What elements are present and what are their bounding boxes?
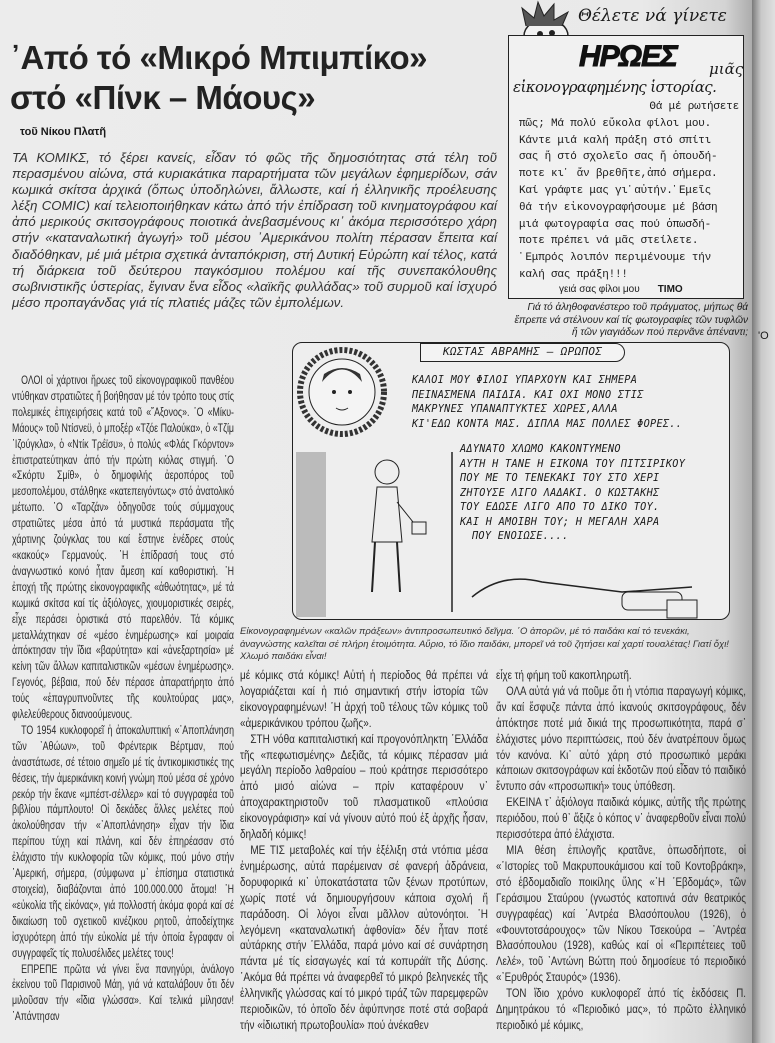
paragraph: ΟΛΟΙ οἱ χάρτινοι ἥρωες τοῦ εἰκονογραφικοῦ πανθέου ντύθηκαν στρατιῶτες ἤ βοήθησαν μέ τόν τρόπο τους στίς πολεμικές ἐπιχειρήσεις κατά τοῦ «῎Αξονος». ῾Ο «Μίκυ-Μάους» τοῦ Ντίσνεϋ, ὁ μποξέρ «Τζόε Παλούκα», ὁ «Τζίμ ᾿Ιζούγκλα», ὁ «Ντίκ Τρέϊσυ», ὁ πολύς «Φλάς Γκόρντον» ἐπιστρατεύτηκαν ἀπό τήν πρώτη κιόλας στιγμή. ῾Ο «Σκόρτυ Σμίθ», ὁ δημοφιλής ἀεροπόρος τοῦ μεσοπολέμου, στάλθηκε «κατεπειγόντως» στό ἀνατολικό μέτωπο. ῾Ο «Ταρζάν» ὁδηγοῦσε τούς σύμμαχους στρατιῶτες μέσα ἀπό τά μυστικά περάσματα τῆς χάρτινης ζούγκλας του καί ἔστηνε ἐνέδρες στούς «κακούς» Γερμανούς. ῾Η ἐπίδρασή τους στό ἀναγνωστικό κοινό ἦταν ἄμεση καί καθοριστική. ῾Η ἐποχή τῆς πρώτης εἰκονογραφικῆς «ἀθωότητας», μέ τά κωμικά σκίτσα καί τίς ἀξιόλογες, χιουμοριστικές σειρές, εἶχε περάσει ὁριστικά στό παρελθόν. Τά κόμικς μεταλλάχτηκαν σέ «μέσο ἐνημέρωσης» καί μοιραία ἀπόκτησαν τήν ἴδια «βαρύτητα» καί «ἀνεξαρτησία» μέ κείνη τῶν ἄλλων καπιταλιστικῶν «μέσων ἐνημέρωσης». Γεγονός, βέβαια, πού δέν πέρασε ἀπαρατήρητο ἀπό τούς «ἐπαγρυπνοῦντες τῆς κουλτούρας μας», φιλελεύθερους διανοούμενους. bbox=[12, 374, 234, 722]
ad-box bbox=[508, 35, 744, 299]
ad-line: μιά φωτογραφία σας πού ὁπωσδή- bbox=[519, 218, 712, 231]
ad-line: ᾿Εμπρός λοιπόν περιμένουμε τήν bbox=[519, 252, 712, 265]
ad-signoff bbox=[559, 284, 683, 296]
signoff-text: γειά σας φίλοι μου bbox=[559, 284, 640, 295]
comic-line: ΤΟΥ ΕΔΩΣΕ ΛΙΓΟ ΑΠΟ ΤΟ ΔΙΚΟ ΤΟΥ. bbox=[460, 502, 660, 513]
column-1 bbox=[12, 373, 234, 1025]
ad-heroes-logo: ΗΡΩΕΣ bbox=[579, 40, 677, 73]
ad-line: Θά μέ ρωτήσετε bbox=[649, 101, 739, 113]
signature: TIMO bbox=[657, 284, 683, 295]
paragraph: ΜΙΑ θέση ἐπιλογῆς κρατᾶνε, ὁπωσδήποτε, οἱ «῾Ιστορίες τοῦ Μακρυπουκάμισου καί τοῦ Κοντοβράκη», στό ἑβδομαδιαῖο ποικίλης ὕλης «῾Η ῾Εβδομάς», τῶν Γεράσιμου Σταύρου (γνωστός κατοπινά σάν θεατρικός συγγραφέας) καί ᾿Αντρέα Βλασόπουλου (1926), ὁ «Φουντοτσάρουχος» τῶν Νίκου Τσεκούρα – ᾿Αντρέα Βλασόπουλου (1928), καθώς καί οἱ «Περιπέτειες τοῦ Λελέ», τοῦ ᾿Αντώνη Βώττη πού δημοσίευε τό περιοδικό «᾿Ερυθρός Σταυρός» (1936). bbox=[496, 843, 746, 985]
comic-header: ΚΩΣΤΑΣ ΑΒΡΑΜΗΣ – ΩΡΩΠΟΣ bbox=[420, 343, 625, 362]
paragraph: ΜΕ ΤΙΣ μεταβολές καί τήν ἐξέλιξη στά ντόπια μέσα ἐνημέρωσης, αὐτά παρέμειναν σέ φανερή ἀδράνεια, δορυφορικά κι᾿ ὑποκατάστατα τῶν ξένων προτύπων, χωρίς ποτέ νά δημιουργήσουν κάποια σχολή ἤ παράδοση. Οἱ λόγοι εἶναι μᾶλλον αὐτονόητοι. ῾Η λεγόμενη «καταναλωτική ἀφθονία» δέν ἦταν ποτέ αὐτάρκης στήν ῾Ελλάδα, παρά μόνο καί σέ συνάρτηση πάντα μέ τίς εἰσαγωγές καί τά κοπυράϊτ τῆς Δύσης. ᾿Ακόμα θά πρέπει νά ἀναφερθεῖ τό μικρό βεληνεκές τῆς ἑλληνικῆς γλώσσας καί τό μικρό τιράζ τῶν παρεμφερῶν περιοδικῶν, τό ὁποῖο δέν ἀφύπνησε ποτέ στά σοβαρά τήν «ἰδιωτική πρωτοβουλία» πού ἀνέκαθεν bbox=[240, 843, 488, 1032]
adjacent-page-edge bbox=[752, 0, 775, 1043]
comic-line: ΠΟΥ ΜΕ ΤΟ ΤΕΝΕΚΑΚΙ ΤΟΥ ΣΤΟ ΧΕΡΙ bbox=[460, 473, 660, 484]
comic-line: ΚΙ'ΕΔΩ ΚΟΝΤΑ ΜΑΣ. ΔΙΠΛΑ ΜΑΣ ΠΟΛΛΕΣ ΦΟΡΕΣ.. bbox=[412, 418, 683, 430]
comic-line: ΠΟΥ ΕΝΟΙΩΣΕ.... bbox=[472, 531, 569, 542]
comic-caption: Εἰκονογραφημένων «καλῶν πράξεων» ἀντιπροσωπευτικό δεῖγμα. ῾Ο ἀπορῶν, μέ τό παιδάκι καί τό τενεκάκι, ἀναγνώστης καλεῖται σέ πλήρη ἑτοιμότητα. Αὔριο, τό ἴδιο παιδάκι, μπορεῖ νά τοῦ ζητήσει καί χαρτί τουαλέτας! Γιατί ὄχι! Χλωμό παιδάκι εἶναι! bbox=[240, 626, 729, 662]
margin-fragment: 'Ο bbox=[758, 330, 769, 342]
ad-body bbox=[519, 99, 739, 284]
comic-line: ΚΑΛΟΙ ΜΟΥ ΦΙΛΟΙ ΥΠΑΡΧΟΥΝ ΚΑΙ ΣΗΜΕΡΑ bbox=[412, 375, 638, 386]
ad-line: ποτε κι᾿ ἄν βρεθῆτε,ἀπό σήμερα. bbox=[519, 168, 718, 181]
lead-text: ΤΑ ΚΟΜΙΚΣ, τό ξέρει κανείς, εἶδαν τό φῶς τῆς δημοσιότητας στά τέλη τοῦ περασμένου αἰώνα, στά κυριακάτικα παραρτήματα τῶν μεγάλων ἐφημερίδων, σάν κωμικά σκίτσα ἀρχικά (ὅπως ὑποδηλώνει, ἄλλωστε, καί ἡ ἐλληνικῆς προέλευσης λέξη COMIC) καί τελειοποιήθηκαν κάτω ἀπό τήν ἐπίδραση τοῦ κινηματογράφου καί ἀπό μερικούς σκιτσογράφους ποιοτικά ἀνεβασμένους κι᾿ ἀκόμα περισσότερο χάρη στήν «καταναλωτική ἀγωγή» τοῦ μέσου ᾿Αμερικάνου πολίτη πέρασαν ἔπειτα καί διαδόθηκαν, μέ μιά μέτρια σχετικά ἀνταπόκριση, στή Δυτική Εὐρώπη καί τέλος, κατά τή διάρκεια τοῦ δεύτερου παγκόσμιου πολέμου καί τῆς συνεπακόλουθης σωβινιστικῆς ὑστερίας, ἔγιναν ἕνα εἶδος «λαϊκῆς φυλλάδας» τοῦ συρμοῦ καί ἰσχυρό μέσο προπαγάνδας γιά τίς πλατιές μάζες τῶν ἐμπολέμων. bbox=[12, 150, 497, 310]
ad-line: Καί γράφτε μας γι᾿αὐτήν.᾿Εμεῖς bbox=[519, 184, 712, 197]
comic-line: ΜΑΚΡΥΝΕΣ ΥΠΑΝΑΠΤΥΚΤΕΣ ΧΩΡΕΣ,ΑΛΛΑ bbox=[412, 404, 618, 415]
ad-caption: Γιά τό ἀληθοφανέστερο τοῦ πράγματος, μήπως θά ἔπρεπε νά στέλνουν καί τίς φωτογραφίες τῶν τυφλῶν ἤ τῶν γιαγιάδων πού περνᾶνε ἀπέναντι; bbox=[514, 302, 748, 338]
comic-text-1 bbox=[412, 374, 682, 432]
ad-line: θά τήν εἰκονογραφήσουμε μέ βάση bbox=[519, 201, 718, 214]
ad-line: σας ἤ στό σχολεῖο σας ἤ ὁπουδή- bbox=[519, 151, 718, 164]
article-title bbox=[10, 38, 427, 118]
paragraph: εἶχε τή φήμη τοῦ κακοπληρωτῆ. bbox=[496, 669, 632, 682]
comic-line: ΚΑΙ Η ΑΜΟΙΒΗ ΤΟΥ; Η ΜΕΓΑΛΗ ΧΑΡΑ bbox=[460, 516, 660, 528]
ad-line: ποτε πρέπει νά μᾶς στείλετε. bbox=[519, 235, 699, 248]
comic-line: ΑΔΥΝΑΤΟ ΧΛΩΜΟ ΚΑΚΟΝΤΥΜΕΝΟ bbox=[460, 444, 621, 455]
paragraph: ΕΠΡΕΠΕ πρῶτα νά γίνει ἕνα πανηγύρι, ἀνάλογο ἐκείνου τοῦ Παρισινοῦ Μάη, γιά νά καταλάβουν ὅτι δέν μιλοῦσαν τήν «ἴδια γλώσσα». Καί τελικά μίλησαν! ᾿Απάντησαν bbox=[12, 962, 234, 1024]
title-line-1: ᾿Από τό «Μικρό Μπιμπίκο» bbox=[10, 39, 427, 76]
column-3 bbox=[496, 668, 746, 1034]
comic-line: ΠΕΙΝΑΣΜΕΝΑ ΠΑΙΔΙΑ. ΚΑΙ ΟΧΙ ΜΟΝΟ ΣΤΙΣ bbox=[412, 389, 644, 401]
ad-script-top: Θέλετε νά γίνετε bbox=[578, 6, 727, 26]
ad-script-bottom: εἰκονογραφημένης ἱστορίας. bbox=[513, 78, 717, 96]
comic-text-2 bbox=[460, 443, 685, 545]
paragraph: ΕΚΕΙΝΑ τ᾿ ἀξιόλογα παιδικά κόμικς, αὐτῆς τῆς πρώτης περιόδου, πού θ᾿ ἄξιζε ὁ κόπος ν᾿ ἀναφερθοῦν εἶναι πολύ περισσότερα ἀπό ἐλάχιστα. bbox=[496, 796, 746, 842]
column-2 bbox=[240, 668, 488, 1034]
ad-script-mas: μιᾶς bbox=[709, 60, 744, 78]
ad-line: πῶς; Μά πολύ εὔκολα φίλοι μου. bbox=[519, 117, 712, 130]
ad-line: καλή σας πράξη!!! bbox=[519, 268, 628, 281]
byline: τοῦ Νίκου Πλατῆ bbox=[20, 126, 107, 138]
comic-line: ΖΗΤΟΥΣΕ ΛΙΓΟ ΛΑΔΑΚΙ. Ο ΚΩΣΤΑΚΗΣ bbox=[460, 487, 660, 499]
paragraph: ΤΟ 1954 κυκλοφορεῖ ἡ ἀποκαλυπτική «᾿Αποπλάνηση τῶν ᾿Αθώων», τοῦ Φρέντερικ Βέρτμαν, πού ἀναστάτωσε, σέ τέτοιο σημεῖο μέ τίς ἀντικομικιστικές της θέσεις, τήν ἀμερικάνικη κοινή γνώμη πού μέσα σέ χρόνο ρεκόρ τήν ἔκανε «μπέστ-σέλλερ» καί τό συγγραφέα τοῦ βιβλίου πάμπλουτο! Οἱ δεκάδες ἄλλες μελέτες πού ἀκολούθησαν τήν «᾿Αποπλάνηση» εἶχαν τήν ἴδια περίπου τύχη καί πλάνη, καί δέν ἐπηρέασαν στό ἐλάχιστο τήν κυκλοφορία τῶν κόμικς, πού μόνο στήν ᾿Αμερική, σήμερα, (σύμφωνα μ᾿ ἐπίσημα στατιστικά στοιχεία), διαβάζονται ἀπό 100.000.000 ἄτομα! ῾Η «εὐκολία τῆς εἰκόνας», γιά πολλοστή ἀκόμα φορά καί σέ δικαίωση τοῦ σχετικοῦ κινέζικου ρητοῦ, ἀποδείχτηκε ἰσχυρότερη ἀπό τήν εὐκολία μέ τήν ὁποία ἔγραφαν οἱ συγγραφεῖς τίς πολυσέλιδες μελέτες τους! bbox=[12, 723, 234, 960]
paragraph: ΟΛΑ αὐτά γιά νά ποῦμε ὅτι ἡ ντόπια παραγωγή κόμικς, ἄν καί ἔσφυζε πάντα ἀπό ἱκανούς σκιτσογράφους, δέν ἀπόκτησε ποτέ μιά δικιά της προσωπικότητα, παρά σ᾿ ἐλάχιστες μόνο περιπτώσεις, πού δέν ἀνατρέπουν ὅμως τόν κανόνα. Κι᾿ αὐτό χάρη στό προσωπικό μεράκι κάποιων σκιτσογράφων καί ἐκδοτῶν πού εἶδαν τό παιδικό ἔντυπο σάν «προσωπική» τους ὑπόθεση. bbox=[496, 684, 746, 794]
comic-line: ΑΥΤΗ Η ΤΑΝΕ Η ΕΙΚΟΝΑ ΤΟΥ ΠΙΤΣΙΡΙΚΟΥ bbox=[460, 458, 686, 470]
ad-line: Κάντε μιά καλή πράξη στό σπίτι bbox=[519, 134, 712, 147]
title-line-2: στό «Πίνκ – Μάους» bbox=[10, 79, 316, 116]
paragraph: ΤΟΝ ἴδιο χρόνο κυκλοφορεῖ ἀπό τίς ἐκδόσεις Π. Δημητράκου τό «Περιοδικό μας», τό πρῶτο ἑλληνικό περιοδικό μέ κόμικς, bbox=[496, 987, 746, 1032]
paragraph: ΣΤΗ νόθα καπιταλιστική καί προγονόπληκτη ῾Ελλάδα τῆς «πεφωτισμένης» Δεξιᾶς, τά κόμικς πέρασαν μιά μεγάλη περίοδο λαθραίου – πού κράτησε περισσότερο ἀπό μισό αἰώνα – πρίν καταφέρουν ν᾿ ἀποχαρακτηριστοῦν τοῦ πλασματικοῦ «πλούσια εἰκονογράφιση» καί νά γίνουν αὐτό πού ἐξ ἀρχῆς ἦσαν, δηλαδή κόμικς! bbox=[240, 732, 488, 842]
paragraph: μέ κόμικς στά κόμικς! Αὐτή ἡ περίοδος θά πρέπει νά λογαριάζεται καί ἡ πιό σημαντική στήν ἱστορία τῶν εἰκονογραφημένων! ῾Η ἀρχή τοῦ τέλους τῶν κόμικς τοῦ «ἀμερικάνικου τρόπου ζωῆς». bbox=[240, 669, 488, 730]
